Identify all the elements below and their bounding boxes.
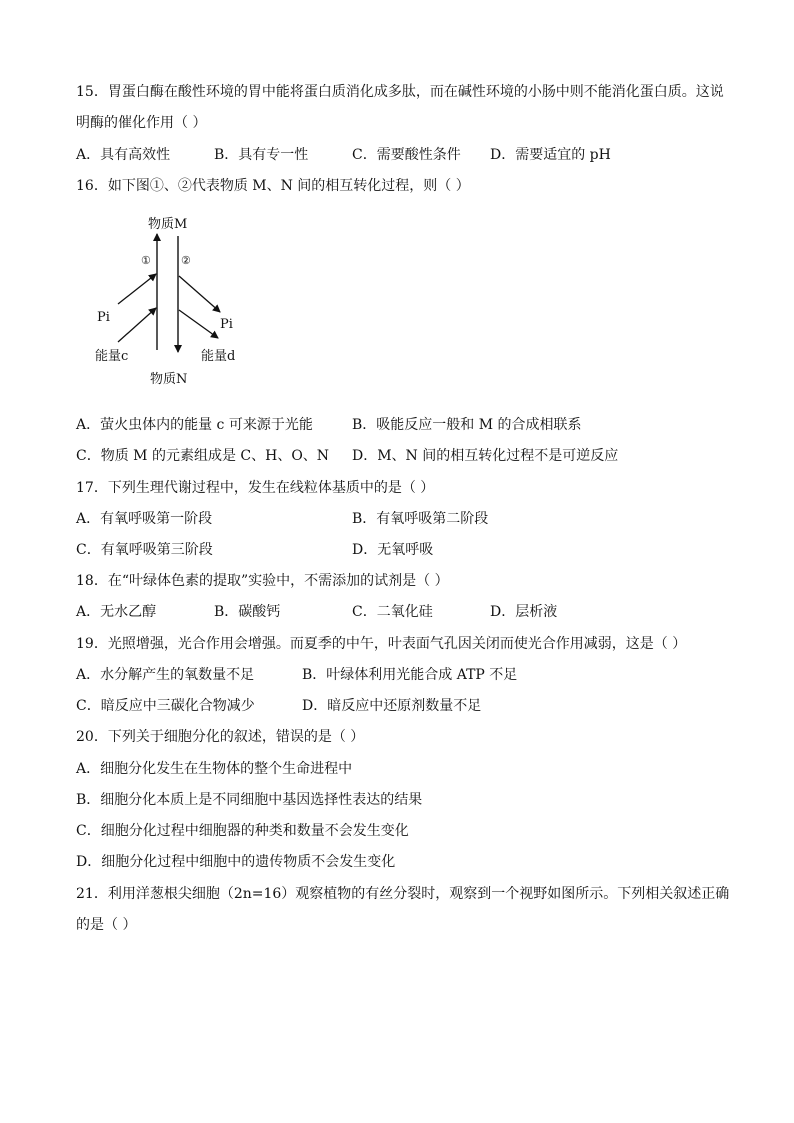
q16-option-a: A．萤火虫体内的能量 c 可来源于光能 xyxy=(76,417,313,433)
q17-option-a: A．有氧呼吸第一阶段 xyxy=(76,511,213,527)
q16-stem: 16．如下图①、②代表物质 M、N 间的相互转化过程，则（ ） xyxy=(76,178,470,194)
q20-option-b: B．细胞分化本质上是不同细胞中基因选择性表达的结果 xyxy=(76,792,423,808)
q15-option-b: B．具有专一性 xyxy=(214,147,309,163)
q18-option-a: A．无水乙醇 xyxy=(76,604,157,620)
q20-option-c: C．细胞分化过程中细胞器的种类和数量不会发生变化 xyxy=(76,823,409,839)
q15-option-c: C．需要酸性条件 xyxy=(352,147,461,163)
label-energy-d: 能量d xyxy=(201,349,236,364)
q16-option-c: C．物质 M 的元素组成是 C、H、O、N xyxy=(76,448,330,464)
q18-option-d: D．层析液 xyxy=(490,604,558,620)
q19-option-a: A．水分解产生的氧数量不足 xyxy=(76,667,255,683)
q16-option-d: D．M、N 间的相互转化过程不是可逆反应 xyxy=(352,448,619,464)
arrow-pi-out xyxy=(179,276,220,312)
q19-option-b: B．叶绿体利用光能合成 ATP 不足 xyxy=(302,667,518,683)
q15-option-a: A．具有高效性 xyxy=(76,147,171,163)
q19-option-c: C．暗反应中三碳化合物减少 xyxy=(76,698,255,714)
atp-conversion-diagram xyxy=(86,206,286,392)
q17-stem: 17．下列生理代谢过程中，发生在线粒体基质中的是（ ） xyxy=(76,480,435,496)
q19-stem: 19．光照增强，光合作用会增强。而夏季的中午，叶表面气孔因关闭而使光合作用减弱，这是（ ） xyxy=(76,636,687,652)
q16-option-b: B．吸能反应一般和 M 的合成相联系 xyxy=(352,417,582,433)
q17-option-b: B．有氧呼吸第二阶段 xyxy=(352,511,489,527)
q18-option-c: C．二氧化硅 xyxy=(352,604,433,620)
q19-option-d: D．暗反应中还原剂数量不足 xyxy=(302,698,482,714)
q17-option-d: D．无氧呼吸 xyxy=(352,542,434,558)
q20-option-a: A．细胞分化发生在生物体的整个生命进程中 xyxy=(76,761,353,777)
q15-stem: 15．胃蛋白酶在酸性环境的胃中能将蛋白质消化成多肽，而在碱性环境的小肠中则不能消化蛋白质。这说 xyxy=(76,84,724,100)
arrow-energy-out xyxy=(179,310,218,338)
arrow-energy-in xyxy=(118,308,156,342)
label-energy-c: 能量c xyxy=(95,349,129,364)
diagram-label-m: 物质M xyxy=(148,217,188,232)
label-pi-right: Pi xyxy=(220,317,233,332)
q20-stem: 20．下列关于细胞分化的叙述，错误的是（ ） xyxy=(76,729,365,745)
arrow-pi-in xyxy=(118,274,156,304)
diagram-label-n: 物质N xyxy=(150,372,188,387)
q21-stem: 21．利用洋葱根尖细胞（2n=16）观察植物的有丝分裂时，观察到一个视野如图所示。下列相关叙述正确 xyxy=(76,886,730,902)
q15-option-d: D．需要适宜的 pH xyxy=(490,147,611,163)
label-pi-left: Pi xyxy=(97,310,110,325)
marker-2: ② xyxy=(181,254,191,267)
q21-stem-cont: 的是（ ） xyxy=(76,917,137,933)
q18-stem: 18．在“叶绿体色素的提取”实验中，不需添加的试剂是（ ） xyxy=(76,573,449,589)
q18-option-b: B．碳酸钙 xyxy=(214,604,281,620)
q15-stem-cont: 明酶的催化作用（ ） xyxy=(76,115,207,131)
q20-option-d: D．细胞分化过程中细胞中的遗传物质不会发生变化 xyxy=(76,854,396,870)
q17-option-c: C．有氧呼吸第三阶段 xyxy=(76,542,213,558)
marker-1: ① xyxy=(141,254,151,267)
